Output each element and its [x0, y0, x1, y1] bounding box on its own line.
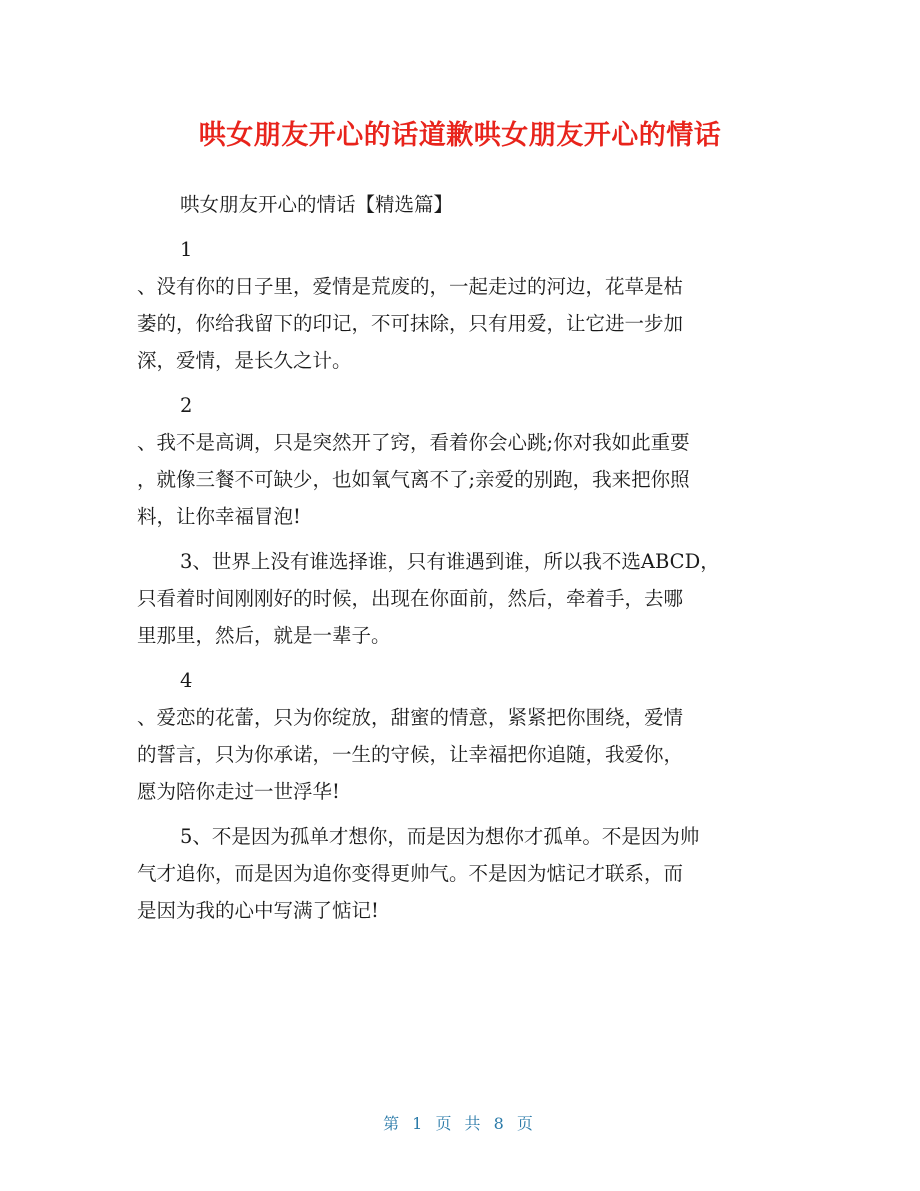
paragraph-line: 愿为陪你走过一世浮华!	[137, 780, 340, 803]
paragraph-2	[137, 387, 777, 535]
paragraph-line: 深，爱情，是长久之计。	[137, 349, 352, 372]
document-body	[137, 186, 777, 929]
paragraph-line: 里那里，然后，就是一辈子。	[137, 624, 391, 647]
paragraph-line: 、我不是高调，只是突然开了窍，看着你会心跳;你对我如此重要	[137, 431, 690, 454]
paragraph-line: 料，让你幸福冒泡!	[137, 505, 301, 528]
paragraph-line: 萎的，你给我留下的印记，不可抹除，只有用爱，让它进一步加	[137, 312, 684, 335]
paragraph-line: 3、世界上没有谁选择谁，只有谁遇到谁，所以我不选ABCD，	[180, 550, 720, 573]
paragraph-line: ，就像三餐不可缺少，也如氧气离不了;亲爱的别跑，我来把你照	[137, 468, 690, 491]
paragraph-number: 2	[180, 394, 193, 417]
page-number-footer: 第 1 页 共 8 页	[383, 1114, 537, 1133]
paragraph-line: 是因为我的心中写满了惦记!	[137, 899, 379, 922]
paragraph-line: 只看着时间刚刚好的时候，出现在你面前，然后，牵着手，去哪	[137, 587, 684, 610]
document-title: 哄女朋友开心的话道歉哄女朋友开心的情话	[198, 120, 722, 151]
paragraph-line: 气才追你，而是因为追你变得更帅气。不是因为惦记才联系，而	[137, 862, 684, 885]
paragraph-line: 、爱恋的花蕾，只为你绽放，甜蜜的情意，紧紧把你围绕，爱情	[137, 706, 684, 729]
paragraph-1	[137, 231, 777, 379]
paragraph-line: 、没有你的日子里，爱情是荒废的，一起走过的河边，花草是枯	[137, 275, 684, 298]
section-heading: 哄女朋友开心的情话【精选篇】	[180, 193, 454, 216]
paragraph-line: 5、不是因为孤单才想你，而是因为想你才孤单。不是因为帅	[180, 825, 700, 848]
paragraph-3	[137, 543, 777, 654]
paragraph-number: 4	[180, 669, 193, 692]
paragraph-number: 1	[180, 238, 193, 261]
paragraph-5	[137, 818, 777, 929]
paragraph-line: 的誓言，只为你承诺，一生的守候，让幸福把你追随，我爱你，	[137, 743, 684, 766]
paragraph-4	[137, 662, 777, 810]
